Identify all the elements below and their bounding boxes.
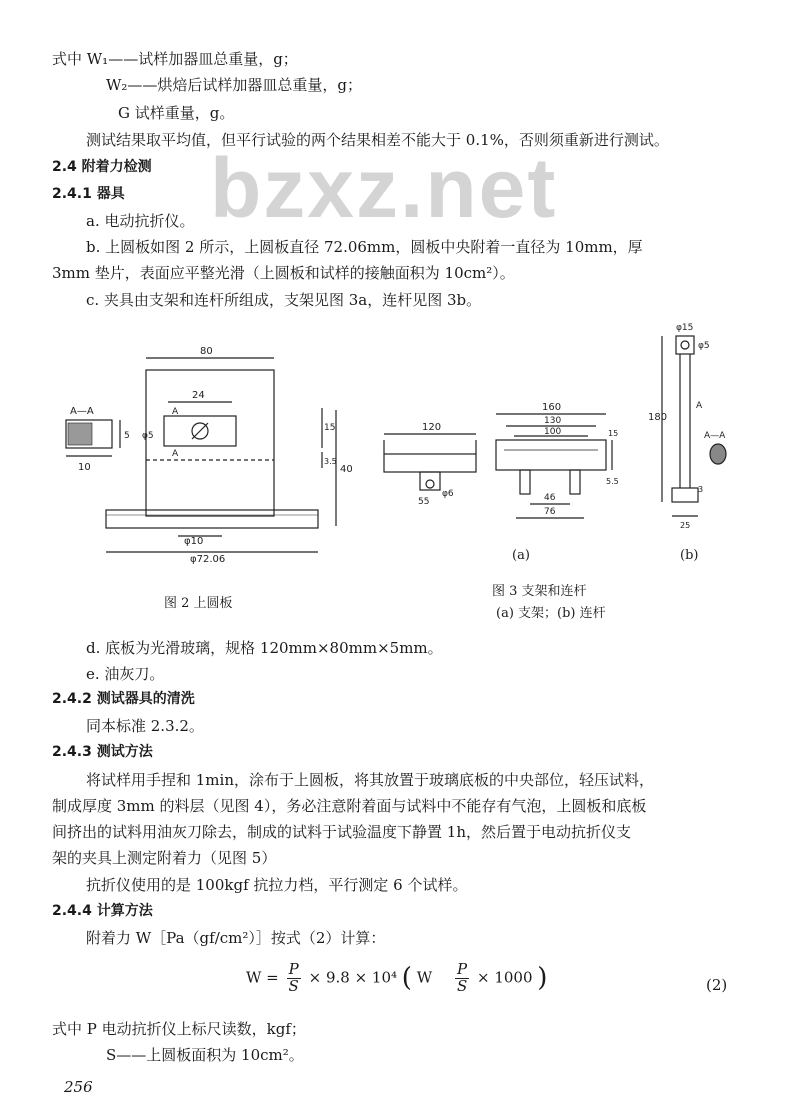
paragraph-2-4-3-line2: 制成厚度 3mm 的料层（见图 4），务必注意附着面与试料中不能存有气泡，上圆板和底板 — [52, 797, 647, 815]
figure-2-upper-plate — [60, 330, 360, 570]
dim-label-40: 40 — [340, 464, 353, 475]
bracket-leg-right — [570, 470, 580, 494]
paragraph-2-4-3-line3: 间挤出的试料用油灰刀除去，制成的试料于试验温度下静置 1h，然后置于电动抗折仪支 — [52, 823, 631, 841]
formula-legend-g: G 试样重量，g。 — [118, 104, 235, 122]
rod-section-label-aa: A—A — [704, 431, 726, 441]
dim-label-76: 76 — [544, 507, 556, 517]
paragraph-average-note: 测试结果取平均值，但平行试验的两个结果相差不能大于 0.1%，否则须重新进行测试。 — [86, 131, 669, 149]
dim-label-46: 46 — [544, 493, 556, 503]
list-item-b-line2: 3mm 垫片，表面应平整光滑（上圆板和试样的接触面积为 10cm²）。 — [52, 264, 515, 282]
equation-f2-denominator: S — [456, 976, 468, 995]
rod-foot — [672, 488, 698, 502]
dim-label-100: 100 — [544, 427, 562, 437]
figure-3b-rod — [640, 320, 740, 540]
rod-section-marker-a: A — [696, 401, 703, 411]
figure-3b-label: (b) — [680, 548, 699, 563]
figure-3a-label: (a) — [512, 548, 530, 563]
equation-2 — [246, 962, 547, 995]
equation-inner-w: W — [416, 968, 433, 987]
section-marker-a-bottom: A — [172, 449, 179, 459]
list-item-a: a. 电动抗折仪。 — [86, 212, 195, 230]
equation-number: (2) — [706, 976, 728, 994]
dim-label-120: 120 — [422, 422, 442, 433]
section-hatch — [68, 423, 92, 445]
dim-label-24: 24 — [192, 390, 205, 401]
section-heading-2-4: 2.4 附着力检测 — [52, 159, 152, 175]
equation-legend-p: 式中 P 电动抗折仪上标尺读数，kgf； — [52, 1020, 306, 1038]
section-label-aa: A—A — [70, 406, 94, 417]
paragraph-2-4-4: 附着力 W［Pa（gf/cm²）］按式（2）计算： — [86, 929, 386, 947]
formula-legend-w1: 式中 W₁——试样加器皿总重量，g； — [52, 50, 298, 68]
dim-label-55: 55 — [418, 497, 430, 507]
equation-tail: × 1000 — [477, 968, 533, 987]
list-item-c: c. 夹具由支架和连杆所组成，支架见图 3a，连杆见图 3b。 — [86, 291, 482, 309]
dim-label-5-5: 5.5 — [606, 477, 619, 486]
rod-head — [676, 336, 694, 354]
equation-f1-denominator: S — [288, 976, 299, 995]
section-heading-2-4-2: 2.4.2 测试器具的清洗 — [52, 691, 195, 707]
equation-fraction-2 — [455, 962, 469, 995]
equation-f2-numerator: P — [455, 962, 469, 979]
bracket-hanger — [420, 472, 440, 490]
page-number: 256 — [64, 1078, 93, 1096]
section-heading-2-4-3: 2.4.3 测试方法 — [52, 744, 153, 760]
dim-label-130: 130 — [544, 416, 562, 426]
figure-2-caption: 图 2 上圆板 — [164, 596, 233, 611]
list-item-e: e. 油灰刀。 — [86, 665, 165, 683]
equation-lhs: W = — [246, 968, 279, 987]
section-marker-a-top: A — [172, 407, 179, 417]
paragraph-2-4-2: 同本标准 2.3.2。 — [86, 717, 204, 735]
watermark: bzxz.net — [210, 141, 558, 235]
dim-label-phi5: φ5 — [142, 431, 154, 441]
dim-label-3-5: 3.5 — [324, 457, 337, 466]
figure-3a-bracket — [380, 400, 620, 540]
paragraph-2-4-3-line1: 将试样用手捏和 1min，涂布于上圆板，将其放置于玻璃底板的中央部位，轻压试料， — [86, 771, 654, 789]
dim-label-160: 160 — [542, 402, 562, 413]
bracket-leg-left — [520, 470, 530, 494]
equation-mid: × 9.8 × 10⁴ — [308, 968, 398, 987]
equation-paren-open: ( — [401, 963, 412, 993]
dim-label-phi10: φ10 — [184, 536, 204, 547]
rod-cross-section — [710, 444, 726, 464]
rod-head-hole — [681, 341, 689, 349]
section-heading-2-4-4: 2.4.4 计算方法 — [52, 903, 153, 919]
plate-body-upper — [146, 370, 274, 516]
rod-dim-180: 180 — [648, 412, 668, 423]
figure-3-caption: 图 3 支架和连杆 — [492, 584, 587, 599]
plate-disc-base — [106, 510, 318, 528]
formula-legend-w2: W₂——烘焙后试样加器皿总重量，g； — [106, 76, 363, 94]
list-item-b-line1: b. 上圆板如图 2 所示，上圆板直径 72.06mm，圆板中央附着一直径为 10mm，厚 — [86, 238, 643, 256]
equation-f1-numerator: P — [287, 962, 301, 979]
bracket-side-view — [384, 454, 476, 472]
paragraph-2-4-3-line4: 架的夹具上测定附着力（见图 5） — [52, 849, 277, 867]
paragraph-2-4-3-line5: 抗折仪使用的是 100kgf 抗拉力档，平行测定 6 个试样。 — [86, 876, 468, 894]
equation-paren-close: ) — [537, 963, 548, 993]
bracket-hanger-hole — [426, 480, 434, 488]
figure-3-subcaption: (a) 支架；(b) 连杆 — [496, 606, 606, 621]
dim-label-15-bracket: 15 — [608, 429, 619, 438]
section-heading-2-4-1: 2.4.1 器具 — [52, 186, 125, 202]
rod-dim-phi15: φ15 — [676, 323, 694, 333]
equation-legend-s: S——上圆板面积为 10cm²。 — [106, 1046, 304, 1064]
rod-dim-25: 25 — [680, 521, 691, 530]
rod-dim-phi5: φ5 — [698, 341, 710, 351]
small-dim-10: 10 — [78, 462, 91, 473]
dim-label-phi6: φ6 — [442, 489, 454, 499]
list-item-d: d. 底板为光滑玻璃，规格 120mm×80mm×5mm。 — [86, 639, 443, 657]
dim-label-15: 15 — [324, 423, 336, 433]
dim-label-phi72: φ72.06 — [190, 554, 226, 565]
bracket-front-view — [496, 440, 606, 470]
dim-label-80: 80 — [200, 346, 213, 357]
equation-fraction-1 — [287, 962, 301, 995]
small-dim-5: 5 — [124, 431, 130, 441]
rod-dim-3: 3 — [698, 485, 704, 494]
